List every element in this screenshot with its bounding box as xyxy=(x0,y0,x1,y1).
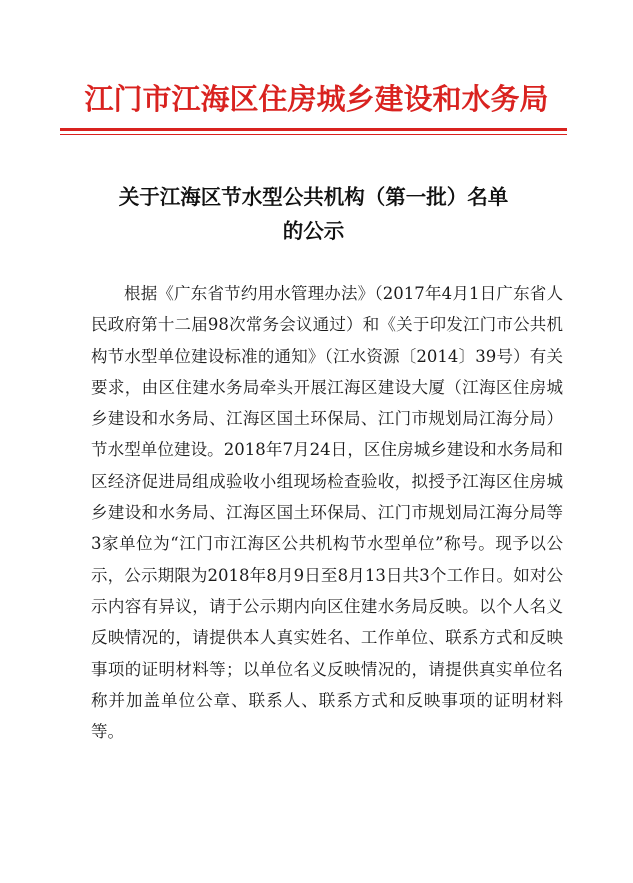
letterhead-rule-thick xyxy=(60,128,567,131)
notice-title xyxy=(60,180,567,248)
notice-title-line2: 的公示 xyxy=(282,219,345,243)
notice-body: 根据《广东省节约用水管理办法》（2017年4月1日广东省人民政府第十二届98次常务会议通过）和《关于印发江门市公共机构节水型单位建设标准的通知》（江水资源〔2014〕39号）有关要求，由区住建水务局牵头开展江海区建设大厦（江海区住房城乡建设和水务局、江海区国土环保局、江门市规划局江海分局）节水型单位建设。2018年7月24日，区住房城乡建设和水务局和区经济促进局组成验收小组现场检查验收，拟授予江海区住房城乡建设和水务局、江海区国土环保局、江门市规划局江海分局等3家单位为“江门市江海区公共机构节水型单位”称号。现予以公示，公示期限为2018年8月9日至8月13日共3个工作日。如对公示内容有异议，请于公示期内向区住建水务局反映。以个人名义反映情况的，请提供本人真实姓名、工作单位、联系方式和反映事项的证明材料等；以单位名义反映情况的，请提供真实单位名称并加盖单位公章、联系人、联系方式和反映事项的证明材料等。 xyxy=(91,284,563,742)
letterhead-rule-thin xyxy=(60,134,567,135)
notice-title-line1: 关于江海区节水型公共机构（第一批）名单 xyxy=(118,185,509,209)
letterhead-title: 江门市江海区住房城乡建设和水务局 xyxy=(84,82,549,116)
